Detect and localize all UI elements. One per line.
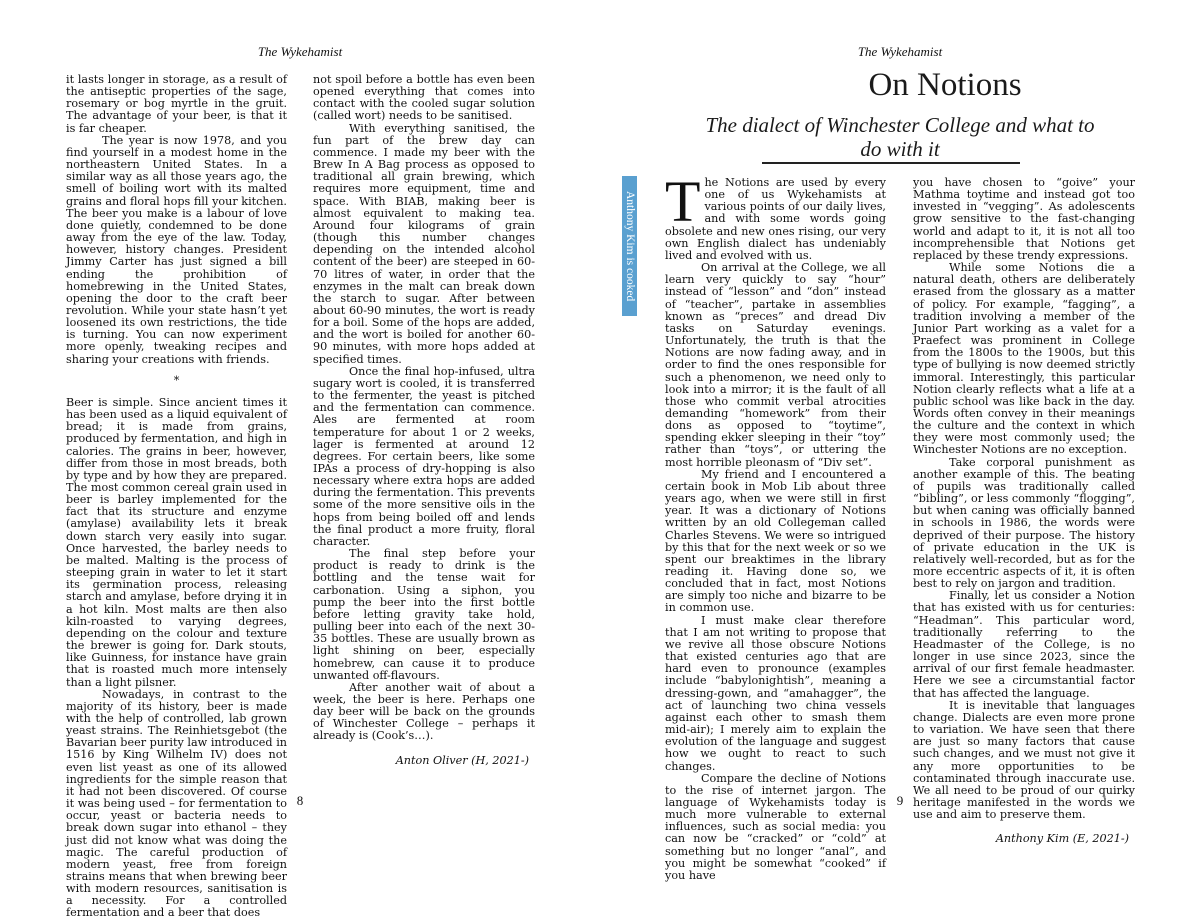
article-subtitle: The dialect of Winchester College and what to do with it (705, 113, 1095, 161)
left-column-2 (313, 74, 535, 767)
paragraph: not spoil before a bottle has even been opened everything that comes into contact with the cooled sugar solution (called wort) needs to be sanitised. (313, 73, 535, 123)
paragraph: Finally, let us consider a Notion that has existed with us for centuries: “Headman”. This particular word, traditionally referring to the Headmaster of the College, is no longer in use since 2023, since the arrival of our first female headmaster. Here we see a circumstantial factor that has affected the language. (913, 589, 1135, 700)
paragraph: Once the final hop-infused, ultra sugary wort is cooled, it is transferred to the fermenter, the yeast is pitched and the fermentation can commence. Ales are fermented at room temperature for about 1 or 2 weeks, lager is fermented at around 12 degrees. For certain beers, like some IPAs a process of dry-hopping is also necessary where extra hops are added during the fermentation. This prevents some of the more sensitive oils in the hops from being boiled off and lends the final product a more fruity, floral character. (313, 364, 535, 548)
drop-cap: T (665, 169, 701, 234)
running-header-left: The Wykehamist (257, 44, 343, 59)
paragraph: it lasts longer in storage, as a result of the antiseptic properties of the sage, rosemary or bog myrtle in the gruit. The advantage of your beer, is that it is far cheaper. (66, 73, 287, 135)
author-signature: Anthony Kim (E, 2021-) (995, 832, 1129, 846)
paragraph: The year is now 1978, and you find yourself in a modest home in the northeastern United States. In a similar way as all those years ago, the smell of boiling wort with its malted grains and floral hops fill your kitchen. The beer you make is a labour of love done quietly, condemned to be done away from the eye of the law. Today, however, history changes. President Jimmy Carter has just signed a bill ending the prohibition of homebrewing in the United States, opening the door to the craft beer revolution. While your state hasn’t yet loosened its own restrictions, the tide is turning. You can now experiment more openly, tweaking recipes and sharing your creations with friends. (66, 133, 287, 366)
article-title: On Notions (868, 67, 1022, 103)
paragraph: Beer is simple. Since ancient times it has been used as a liquid equivalent of bread; it is made from grains, produced by fermentation, and high in calories. The grains in beer, however, differ from those in most breads, both by type and by how they are prepared. The most common cereal grain used in beer is barley implemented for the fact that its structure and enzyme (amylase) availability lets it break down starch very easily into sugar. Once harvested, the barley needs to be malted. Malting is the process of steeping grain in water to let it start its germination process, releasing starch and amylase, before drying it in a hot kiln. Most malts are then also kiln-roasted to varying degrees, depending on the colour and texture the brewer is going for. Dark stouts, like Guinness, for instance have grain that is roasted much more intensely than a light pilsner. (66, 395, 287, 689)
paragraph: While some Notions die a natural death, others are deliberately erased from the glossary as a matter of policy. For example, “fagging”, a tradition involving a member of the Junior Part working as a valet for a Praefect was prominent in College from the 1800s to the 1900s, but this type of bullying is now deemed strictly immoral. Interestingly, this particular Notion clearly reflects what a life at a public school was like back in the day. Words often convey in their meanings the culture and the context in which they were most commonly used; the Winchester Notions are no exception. (913, 261, 1135, 457)
paragraph: Compare the decline of Notions to the rise of internet jargon. The language of Wykehamists today is much more vulnerable to external influences, such as social media: you can now be “cracked” or “cold” at something but no longer “anal”, and you might be somewhat “cooked” if you have (665, 771, 886, 882)
paragraph: Nowadays, in contrast to the majority of its history, beer is made with the help of controlled, lab grown yeast strains. The Reinhietsgebot (the Bavarian beer purity law introduced in 1516 by King Wilhelm IV) does not even list yeast as one of its allowed ingredients for the simple reason that it had not been discovered. Of course it was being used – for fermentation to occur, yeast or bacteria needs to break down sugar into ethanol – they just did not know what was doing the magic. The careful production of modern yeast, free from foreign strains means that when brewing beer with modern resources, sanitisation is a necessity. For a controlled fermentation and a beer that does (66, 687, 287, 920)
running-header-right: The Wykehamist (857, 44, 943, 59)
paragraph: On arrival at the College, we all learn very quickly to say “hour” instead of “lesson” and “don” instead of “teacher”, partake in assemblies known as “preces” and dread Div tasks on Saturday evenings. Unfortunately, the truth is that the Notions are now fading away, and in order to find the ones responsible for such a phenomenon, we need only to look into a mirror; it is the fault of all those who commit verbal atrocities demanding “homework” from their dons as opposed to “toytime”, spending ekker sleeping in their “toy” rather than “toys”, or uttering the most horrible pleonasm of “Div set”. (665, 261, 886, 469)
right-column-2 (913, 177, 1135, 845)
paragraph: My friend and I encountered a certain book in Mob Lib about three years ago, when we were still in first year. It was a dictionary of Notions written by an old Collegeman called Charles Stevens. We were so intrigued by this that for the next week or so we spent our breaktimes in the library reading it. Having done so, we concluded that in fact, most Notions are simply too niche and bizarre to be in common use. (665, 467, 886, 615)
paragraph: I must make clear therefore that I am not writing to propose that we revive all those obscure Notions that existed centuries ago that are hard even to pronounce (examples include “babylonightish”, meaning a dressing-gown, and “amahagger”, the act of launching two china vessels against each other to smash them mid-air); I merely aim to explain the evolution of the language and suggest how we ought to react to such changes. (665, 613, 886, 773)
paragraph: you have chosen to “goive” your Mathma toytime and instead got too invested in “vegging”. As adolescents grow sensitive to the fast-changing world and adapt to it, it is not all too incomprehensible that Notions get replaced by these trendy expressions. (913, 176, 1135, 262)
right-column-1 (665, 169, 886, 882)
paragraph: It is inevitable that languages change. Dialects are even more prone to variation. We have seen that there are just so many factors that cause such changes, and we must not give it any more opportunities to be contaminated through inaccurate use. We all need to be proud of our quirky heritage manifested in the words we use and aim to preserve them. (913, 698, 1135, 822)
paragraph-text: he Notions are used by every one of us Wykehamists at various points of our daily lives, and with some words going obsolete and new ones rising, our very own English dialect has undeniably lived and evolved with us. (665, 176, 886, 262)
paragraph: The final step before your product is ready to drink is the bottling and the tense wait for carbonation. Using a siphon, you pump the beer into the first bottle before letting gravity take hold, pulling beer into each of the next 30-35 bottles. These are usually brown as light shining on beer, especially homebrew, can cause it to produce unwanted off-flavours. (313, 547, 535, 682)
page-number-right: 9 (896, 793, 904, 808)
author-signature: Anton Oliver (H, 2021-) (395, 753, 529, 767)
paragraph: After another wait of about a week, the beer is here. Perhaps one day beer will be back on the grounds of Winchester College – perhaps it already is (Cook’s…). (313, 680, 535, 743)
paragraph: With everything sanitised, the fun part of the brew day can commence. I made my beer with the Brew In A Bag process as opposed to traditional all grain brewing, which requires more equipment, time and space. With BIAB, making beer is almost equivalent to making tea. Around four kilograms of grain (though this number changes depending on the intended alcohol content of the beer) are steeped in 60-70 litres of water, in order that the enzymes in the malt can break down the starch to sugar. After between about 60-90 minutes, the wort is ready for a boil. Some of the hops are added, and the wort is boiled for another 60-90 minutes, with more hops added at specified times. (313, 121, 535, 366)
left-column-1 (66, 74, 287, 920)
page-number-left: 8 (296, 793, 304, 808)
byline-text: Anthony Kim is cooked (624, 190, 636, 302)
paragraph: Take corporal punishment as another example of this. The beating of pupils was traditionally called “bibling”, or less commonly “flogging”, but when caning was officially banned in schools in 1986, the words were deprived of their purpose. The history of private education in the UK is relatively well-recorded, but as for the more eccentric aspects of it, it is often best to rely on jargon and tradition. (913, 455, 1135, 591)
section-separator: * (173, 373, 180, 387)
title-rule (762, 162, 1020, 164)
paragraph (665, 169, 886, 262)
